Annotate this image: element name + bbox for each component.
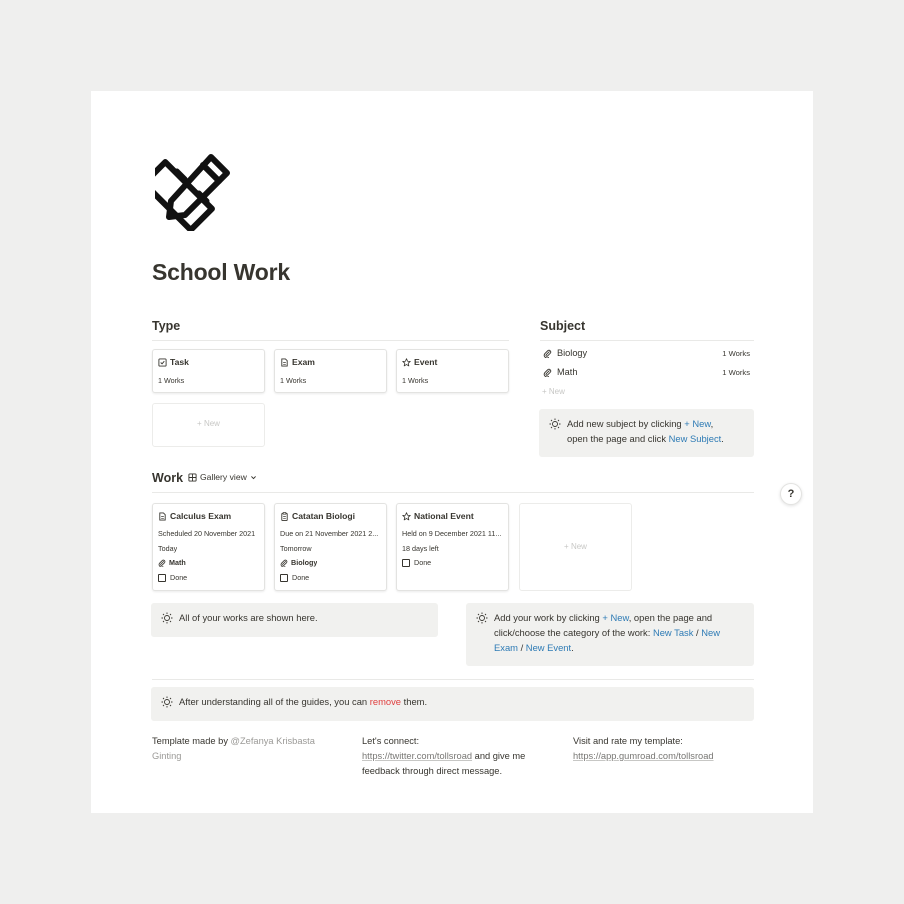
subject-count: 1 Works	[722, 368, 750, 377]
remove-text: remove	[369, 696, 402, 707]
paperclip-icon	[158, 559, 166, 567]
paperclip-icon	[543, 368, 552, 377]
subject-name: Math	[557, 367, 578, 377]
callout-text: ,	[710, 418, 714, 429]
help-button[interactable]: ?	[780, 483, 802, 505]
subject-name: Biology	[557, 348, 588, 358]
work-card-calculus-exam[interactable]	[152, 503, 265, 591]
footer-label: Let's connect:	[362, 736, 420, 746]
document-icon	[280, 358, 289, 367]
work-card-relative: 18 days left	[402, 544, 439, 553]
twitter-link[interactable]: https://twitter.com/tollsroad	[362, 751, 473, 761]
checkbox-icon	[280, 574, 288, 582]
callout-text: , open the page and	[628, 612, 713, 623]
new-link[interactable]: + New	[684, 418, 711, 429]
callout-text: open the page and click	[567, 433, 669, 444]
callout-text: After understanding all of the guides, you can	[179, 696, 370, 707]
footer-label: Template made by	[152, 736, 231, 746]
gallery-icon	[188, 473, 197, 482]
done-label: Done	[292, 573, 310, 582]
subject-heading: Subject	[540, 319, 586, 333]
callout-text: .	[571, 642, 574, 653]
footer-connect	[362, 734, 562, 779]
notion-page	[91, 91, 813, 813]
work-card-relative: Today	[158, 544, 178, 553]
lightbulb-icon	[549, 418, 561, 430]
new-link[interactable]: + New	[602, 612, 629, 623]
type-card-title: Event	[414, 357, 438, 367]
footer-rate	[573, 734, 773, 764]
lightbulb-icon	[476, 612, 488, 624]
done-checkbox[interactable]	[280, 573, 309, 582]
star-icon	[402, 358, 411, 367]
type-divider	[152, 340, 509, 341]
callout-text: Add new subject by clicking	[567, 418, 685, 429]
type-card-title: Exam	[292, 357, 315, 367]
new-task-link[interactable]: New Task	[652, 627, 694, 638]
type-card-count: 1 Works	[402, 376, 429, 385]
chevron-down-icon	[250, 474, 257, 481]
subject-divider	[540, 340, 754, 341]
page-title: School Work	[152, 259, 290, 285]
type-new-card[interactable]	[152, 403, 265, 447]
work-card-subject	[158, 558, 186, 567]
work-divider	[152, 492, 754, 493]
work-card-date: Held on 9 December 2021 11...	[402, 529, 502, 538]
star-icon	[402, 512, 411, 521]
separator: /	[693, 627, 702, 638]
work-heading: Work	[152, 471, 184, 485]
pencil-ruler-icon	[155, 149, 243, 231]
clipboard-icon	[280, 512, 289, 521]
subject-label: Math	[169, 558, 186, 567]
done-label: Done	[170, 573, 188, 582]
work-new-label: New	[570, 542, 587, 551]
work-new-card[interactable]	[519, 503, 632, 591]
work-card-subject	[280, 558, 317, 567]
callout-text: Add your work by clicking	[494, 612, 603, 623]
callout-text: .	[721, 433, 724, 444]
callout-text: All of your works are shown here.	[179, 612, 318, 623]
subject-list	[540, 346, 754, 406]
author-handle-cont[interactable]: Ginting	[152, 751, 182, 761]
done-label: Done	[414, 558, 432, 567]
work-card-title: Calculus Exam	[170, 511, 232, 521]
footer-credit	[152, 734, 342, 764]
footer-label: Visit and rate my template:	[573, 736, 683, 746]
add-work-callout	[466, 603, 754, 666]
work-card-title: Catatan Biologi	[292, 511, 356, 521]
task-icon	[158, 358, 167, 367]
separator: /	[517, 642, 526, 653]
new-exam-link-cont[interactable]: Exam	[494, 642, 518, 653]
done-checkbox[interactable]	[158, 573, 187, 582]
work-card-relative: Tomorrow	[280, 544, 312, 553]
subject-callout	[539, 409, 754, 457]
type-card-exam[interactable]	[274, 349, 387, 393]
subject-item-biology[interactable]	[540, 346, 754, 362]
author-handle[interactable]: @Zefanya Krisbasta	[230, 736, 315, 746]
done-checkbox[interactable]	[402, 558, 431, 567]
gallery-view-toggle[interactable]	[188, 472, 257, 482]
lightbulb-icon	[161, 612, 173, 624]
type-new-label: New	[203, 419, 220, 428]
callout-text: them.	[401, 696, 428, 707]
lightbulb-icon	[161, 696, 173, 708]
type-heading: Type	[152, 319, 181, 333]
subject-count: 1 Works	[722, 349, 750, 358]
view-label: Gallery view	[200, 472, 247, 482]
plus-icon: +	[542, 387, 547, 396]
callout-text: click/choose the category of the work:	[494, 627, 653, 638]
subject-item-math[interactable]	[540, 365, 754, 381]
work-card-catatan-biologi[interactable]	[274, 503, 387, 591]
subject-label: Biology	[291, 558, 318, 567]
work-card-date: Scheduled 20 November 2021	[158, 529, 256, 538]
type-card-count: 1 Works	[158, 376, 185, 385]
subject-new-label: New	[548, 387, 565, 396]
type-card-task[interactable]	[152, 349, 265, 393]
type-card-title: Task	[170, 357, 189, 367]
paperclip-icon	[543, 349, 552, 358]
works-shown-callout	[151, 603, 438, 637]
checkbox-icon	[158, 574, 166, 582]
gumroad-link[interactable]: https://app.gumroad.com/tollsroad	[573, 751, 714, 761]
guides-callout	[151, 687, 754, 721]
footer-text: and give me	[472, 751, 526, 761]
work-card-title: National Event	[414, 511, 474, 521]
paperclip-icon	[280, 559, 288, 567]
type-card-count: 1 Works	[280, 376, 307, 385]
new-subject-link[interactable]: New Subject	[668, 433, 722, 444]
plus-icon: +	[197, 419, 202, 428]
new-exam-link[interactable]: New	[701, 627, 720, 638]
subject-new-button[interactable]	[542, 387, 565, 396]
checkbox-icon	[402, 559, 410, 567]
new-event-link[interactable]: New Event	[525, 642, 572, 653]
type-card-event[interactable]	[396, 349, 509, 393]
plus-icon: +	[564, 542, 569, 551]
guides-divider	[152, 679, 754, 680]
work-card-national-event[interactable]	[396, 503, 509, 591]
document-icon	[158, 512, 167, 521]
footer-text: feedback through direct message.	[362, 766, 503, 776]
work-card-date: Due on 21 November 2021 2...	[280, 529, 379, 538]
